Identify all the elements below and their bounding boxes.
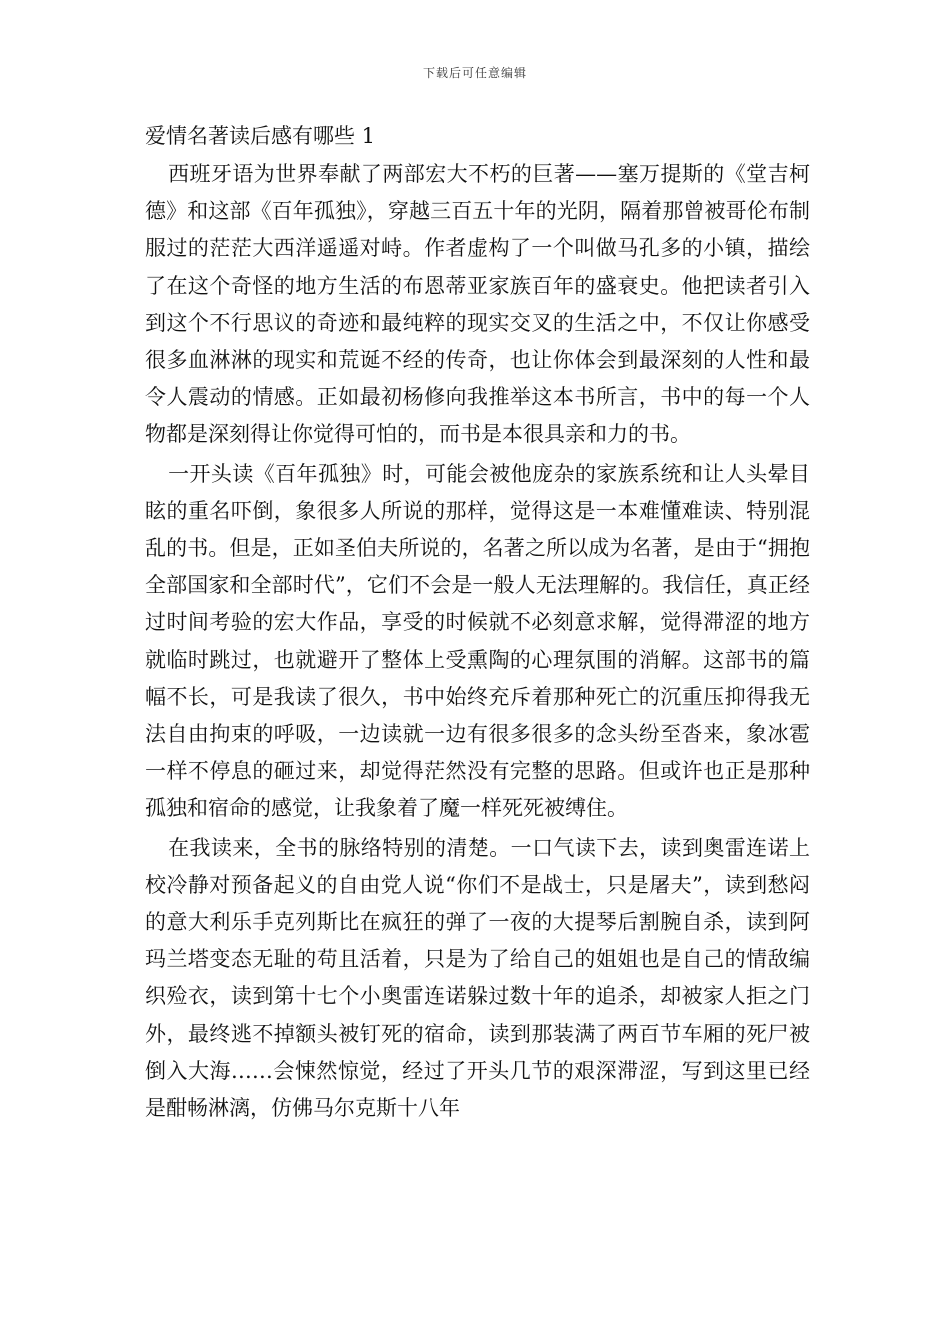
document-title: 爱情名著读后感有哪些 1 xyxy=(145,124,376,148)
document-body xyxy=(145,118,810,1129)
paragraph-1: 西班牙语为世界奉献了两部宏大不朽的巨著——塞万提斯的《堂吉柯德》和这部《百年孤独》，穿越三百五十年的光阴，隔着那曾被哥伦布制服过的茫茫大西洋遥遥对峙。作者虚构了一个叫做马孔多的小镇，描绘了在这个奇怪的地方生活的布恩蒂亚家族百年的盛衰史。他把读者引入到这个不行思议的奇迹和最纯粹的现实交叉的生活之中，不仅让你感受很多血淋淋的现实和荒诞不经的传奇，也让你体会到最深刻的人性和最令人震动的情感。正如最初杨修向我推举这本书所言，书中的每一个人物都是深刻得让你觉得可怕的，而书是本很具亲和力的书。 xyxy=(145,162,810,447)
paragraph-3: 在我读来，全书的脉络特别的清楚。一口气读下去，读到奥雷连诺上校冷静对预备起义的自由党人说“你们不是战士，只是屠夫”，读到愁闷的意大利乐手克列斯比在疯狂的弹了一夜的大提琴后割腕自杀，读到阿玛兰塔变态无耻的苟且活着，只是为了给自己的姐姐也是自己的情敌编织殓衣，读到第十七个小奥雷连诺躲过数十年的追杀，却被家人拒之门外，最终逃不掉额头被钉死的宿命，读到那装满了两百节车厢的死尸被倒入大海……会悚然惊觉，经过了开头几节的艰深滞涩，写到这里已经是酣畅淋漓，仿佛马尔克斯十八年 xyxy=(145,835,810,1121)
paragraph-2: 一开头读《百年孤独》时，可能会被他庞杂的家族系统和让人头晕目眩的重名吓倒，象很多人所说的那样，觉得这是一本难懂难读、特别混乱的书。但是，正如圣伯夫所说的，名著之所以成为名著，是由于“拥抱全部国家和全部时代”，它们不会是一般人无法理解的。我信任，真正经过时间考验的宏大作品，享受的时候就不必刻意求解，觉得滞涩的地方就临时跳过，也就避开了整体上受熏陶的心理氛围的消解。这部书的篇幅不长，可是我读了很久，书中始终充斥着那种死亡的沉重压抑得我无法自由拘束的呼吸，一边读就一边有很多很多的念头纷至沓来，象冰雹一样不停息的砸过来，却觉得茫然没有完整的思路。但或许也正是那种孤独和宿命的感觉，让我象着了魔一样死死被缚住。 xyxy=(145,461,810,821)
page-header: 下载后可任意编辑 xyxy=(422,66,527,80)
